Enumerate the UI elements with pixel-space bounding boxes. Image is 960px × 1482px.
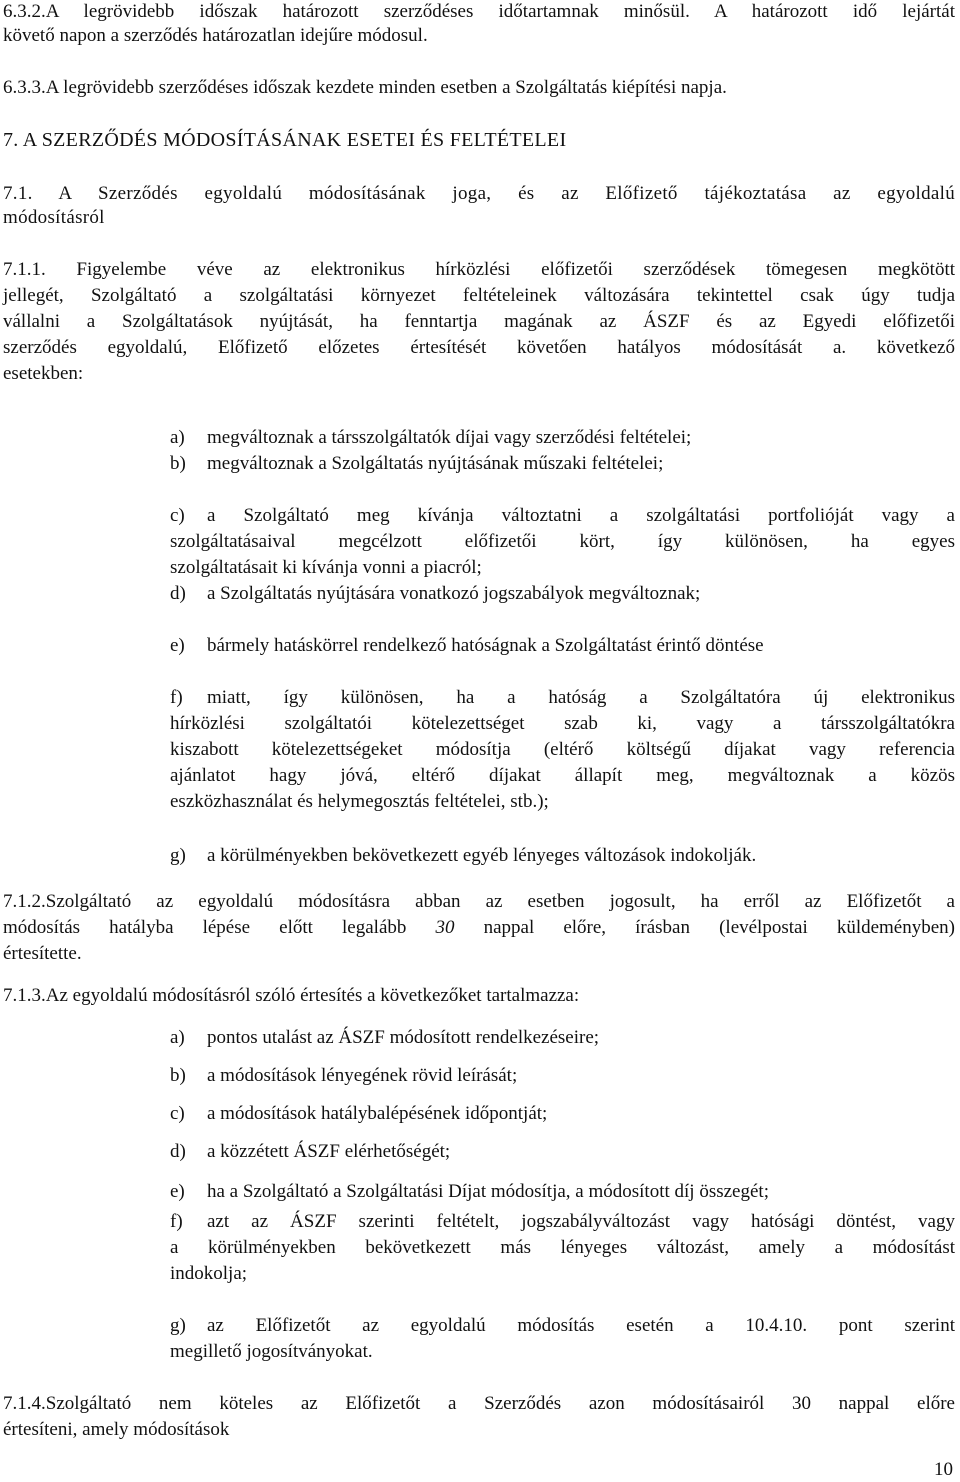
list-item-text: ha a Szolgáltató a Szolgáltatási Díjat módosítja, a módosított díj összegét; bbox=[207, 1181, 769, 1202]
paragraph-6-3-2-line-1: 6.3.2.A legrövidebb időszak határozott szerződéses időtartamnak minősül. A határozott idő lejártát bbox=[3, 1, 955, 22]
list-item-text: miatt, így különösen, ha a hatóság a Szolgáltatóra új elektronikus bbox=[207, 687, 955, 708]
section-7-heading: 7. A SZERZŐDÉS MÓDOSÍTÁSÁNAK ESETEI ÉS FELTÉTELEI bbox=[3, 129, 567, 151]
section-7-1-heading-line-2: módosításról bbox=[3, 207, 105, 228]
paragraph-7-1-2-line-1: 7.1.2.Szolgáltató az egyoldalú módosításra abban az esetben jogosult, ha erről az Előfizetőt a bbox=[3, 891, 955, 912]
list-item-text: a körülményekben bekövetkezett egyéb lényeges változások indokolják. bbox=[207, 845, 757, 866]
list-item-text: a körülményekben bekövetkezett más lényeges változást, amely a módosítást bbox=[170, 1237, 955, 1258]
paragraph-7-1-1-line-5: esetekben: bbox=[3, 363, 84, 384]
list-item-text: a Szolgáltató meg kívánja változtatni a szolgáltatási portfolióját vagy a bbox=[207, 505, 955, 526]
list-item-text: azt az ÁSZF szerinti feltételt, jogszabályváltozást vagy hatósági döntést, vagy bbox=[207, 1211, 955, 1232]
list-item-label: b) bbox=[170, 453, 186, 474]
list-item-text: szolgáltatásaival megcélzott előfizetői kört, így különösen, ha egyes bbox=[170, 531, 955, 552]
italic-number: 30 bbox=[435, 917, 455, 938]
list-item-label: f) bbox=[170, 687, 183, 708]
paragraph-6-3-2-line-2: követő napon a szerződés határozatlan idejűre módosul. bbox=[3, 25, 428, 46]
list-item-label: b) bbox=[170, 1065, 186, 1086]
paragraph-7-1-1-line-3: vállalni a Szolgáltatások nyújtását, ha fenntartja magának az ÁSZF és az Egyedi előfizetői bbox=[3, 311, 955, 332]
text-segment: nappal előre, írásban (levélpostai küldeményben) bbox=[454, 917, 955, 938]
paragraph-7-1-3-intro: 7.1.3.Az egyoldalú módosításról szóló értesítés a következőket tartalmazza: bbox=[3, 985, 580, 1006]
list-item-label: c) bbox=[170, 1103, 185, 1124]
list-item-label: g) bbox=[170, 845, 186, 866]
list-item-text: pontos utalást az ÁSZF módosított rendelkezéseire; bbox=[207, 1027, 600, 1048]
paragraph-7-1-4-line-2: értesíteni, amely módosítások bbox=[3, 1419, 230, 1440]
list-item-text: a módosítások lényegének rövid leírását; bbox=[207, 1065, 518, 1086]
list-item-text: a közzétett ÁSZF elérhetőségét; bbox=[207, 1141, 451, 1162]
paragraph-7-1-4-line-1: 7.1.4.Szolgáltató nem köteles az Előfizetőt a Szerződés azon módosításairól 30 nappal előre bbox=[3, 1393, 955, 1414]
paragraph-6-3-3: 6.3.3.A legrövidebb szerződéses időszak kezdete minden esetben a Szolgáltatás kiépítési napja. bbox=[3, 77, 727, 98]
list-item-label: e) bbox=[170, 635, 185, 656]
list-item-text: kiszabott kötelezettségeket módosítja (eltérő költségű díjakat vagy referencia bbox=[170, 739, 955, 760]
list-item-text: bármely hatáskörrel rendelkező hatóságnak a Szolgáltatást érintő döntése bbox=[207, 635, 764, 656]
list-item-text: eszközhasználat és helymegosztás feltételei, stb.); bbox=[170, 791, 549, 812]
list-item-text: szolgáltatásait ki kívánja vonni a piacról; bbox=[170, 557, 482, 578]
paragraph-7-1-1-line-4: szerződés egyoldalú, Előfizető előzetes értesítését követően hatályos módosítását a. következő bbox=[3, 337, 955, 358]
list-item-label: g) bbox=[170, 1315, 186, 1336]
list-item-text: ajánlatot hagy jóvá, eltérő díjakat állapít meg, megváltoznak a közös bbox=[170, 765, 955, 786]
list-item-text: az Előfizetőt az egyoldalú módosítás esetén a 10.4.10. pont szerint bbox=[207, 1315, 955, 1336]
list-item-label: d) bbox=[170, 583, 186, 604]
list-item-label: a) bbox=[170, 1027, 185, 1048]
list-item-text: hírközlési szolgáltatói kötelezettséget szab ki, vagy a társszolgáltatókra bbox=[170, 713, 955, 734]
paragraph-7-1-2-line-2 bbox=[3, 916, 955, 940]
paragraph-7-1-2-line-3: értesítette. bbox=[3, 943, 82, 964]
paragraph-7-1-1-line-1: 7.1.1. Figyelembe véve az elektronikus hírközlési előfizetői szerződések tömegesen megkötött bbox=[3, 259, 955, 280]
list-item-text: megillető jogosítványokat. bbox=[170, 1341, 373, 1362]
list-item-label: e) bbox=[170, 1181, 185, 1202]
section-7-1-heading-line-1: 7.1. A Szerződés egyoldalú módosításának joga, és az Előfizető tájékoztatása az egyoldalú bbox=[3, 183, 955, 204]
list-item-label: a) bbox=[170, 427, 185, 448]
list-item-label: f) bbox=[170, 1211, 183, 1232]
page-number: 10 bbox=[934, 1459, 953, 1480]
list-item-label: d) bbox=[170, 1141, 186, 1162]
text-segment: módosítás hatályba lépése előtt legalább bbox=[3, 917, 436, 938]
list-item-text: megváltoznak a Szolgáltatás nyújtásának műszaki feltételei; bbox=[207, 453, 664, 474]
list-item-text: megváltoznak a társszolgáltatók díjai vagy szerződési feltételei; bbox=[207, 427, 692, 448]
paragraph-7-1-1-line-2: jellegét, Szolgáltató a szolgáltatási környezet feltételeinek változására tekintettel csak úgy tudja bbox=[3, 285, 955, 306]
list-item-text: a módosítások hatálybalépésének időpontját; bbox=[207, 1103, 548, 1124]
list-item-text: a Szolgáltatás nyújtására vonatkozó jogszabályok megváltoznak; bbox=[207, 583, 701, 604]
list-item-text: indokolja; bbox=[170, 1263, 248, 1284]
list-item-label: c) bbox=[170, 505, 185, 526]
